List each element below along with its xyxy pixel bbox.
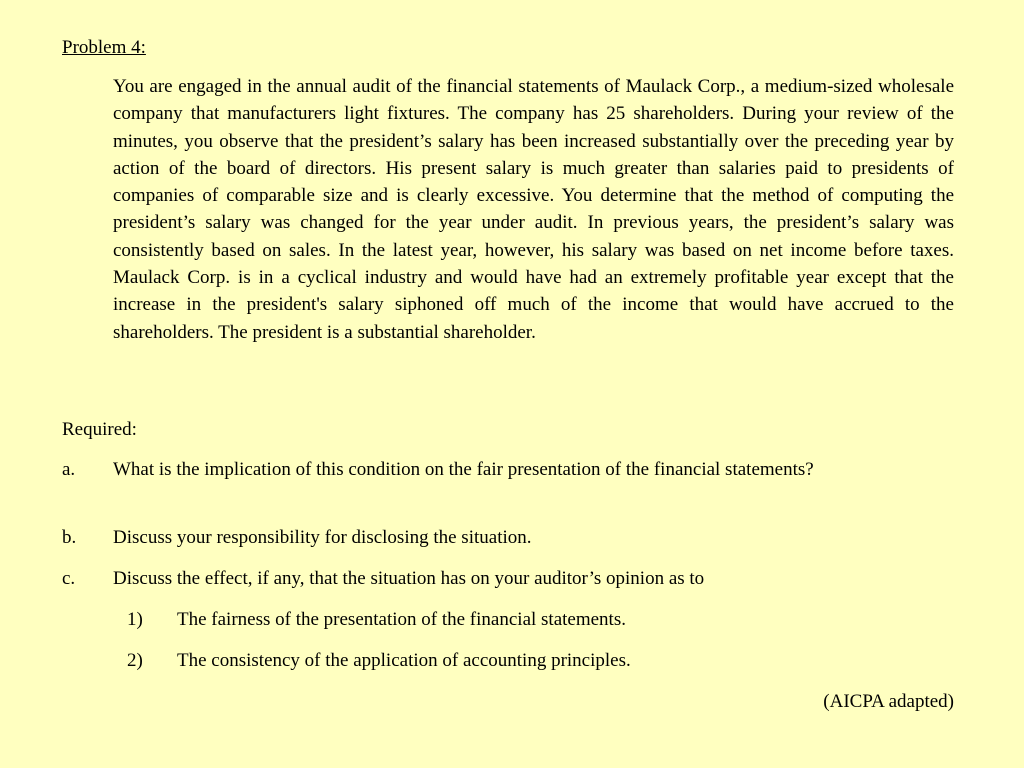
subitem-marker: 1) [127,609,143,630]
required-label: Required: [62,419,137,440]
subitem-text: The consistency of the application of accounting principles. [177,650,631,671]
item-text: What is the implication of this condition on the fair presentation of the financial statements? [113,459,814,480]
source-citation: (AICPA adapted) [823,691,954,712]
item-marker: b. [62,527,77,548]
item-text: Discuss your responsibility for disclosing the situation. [113,527,532,548]
item-text: Discuss the effect, if any, that the situation has on your auditor’s opinion as to [113,568,705,589]
subitem-marker: 2) [127,650,143,671]
item-marker: a. [62,459,76,480]
problem-heading: Problem 4: [62,37,146,58]
item-marker: c. [62,568,76,589]
subitem-text: The fairness of the presentation of the financial statements. [177,609,626,630]
problem-paragraph: You are engaged in the annual audit of the financial statements of Maulack Corp., a medium-sized wholesale company that manufacturers light fixtures. The company has 25 shareholders. During your review of the minutes, you observe that the president’s salary has been increased substantially over the preceding year by action of the board of directors. His present salary is much greater than salaries paid to presidents of companies of comparable size and is clearly excessive. You determine that the method of computing the president’s salary was changed for the year under audit. In previous years, the president’s salary was consistently based on sales. In the latest year, however, his salary was based on net income before taxes. Maulack Corp. is in a cyclical industry and would have had an extremely profitable year except that the increase in the president's salary siphoned off much of the income that would have accrued to the shareholders. The president is a substantial shareholder. [113,76,954,343]
